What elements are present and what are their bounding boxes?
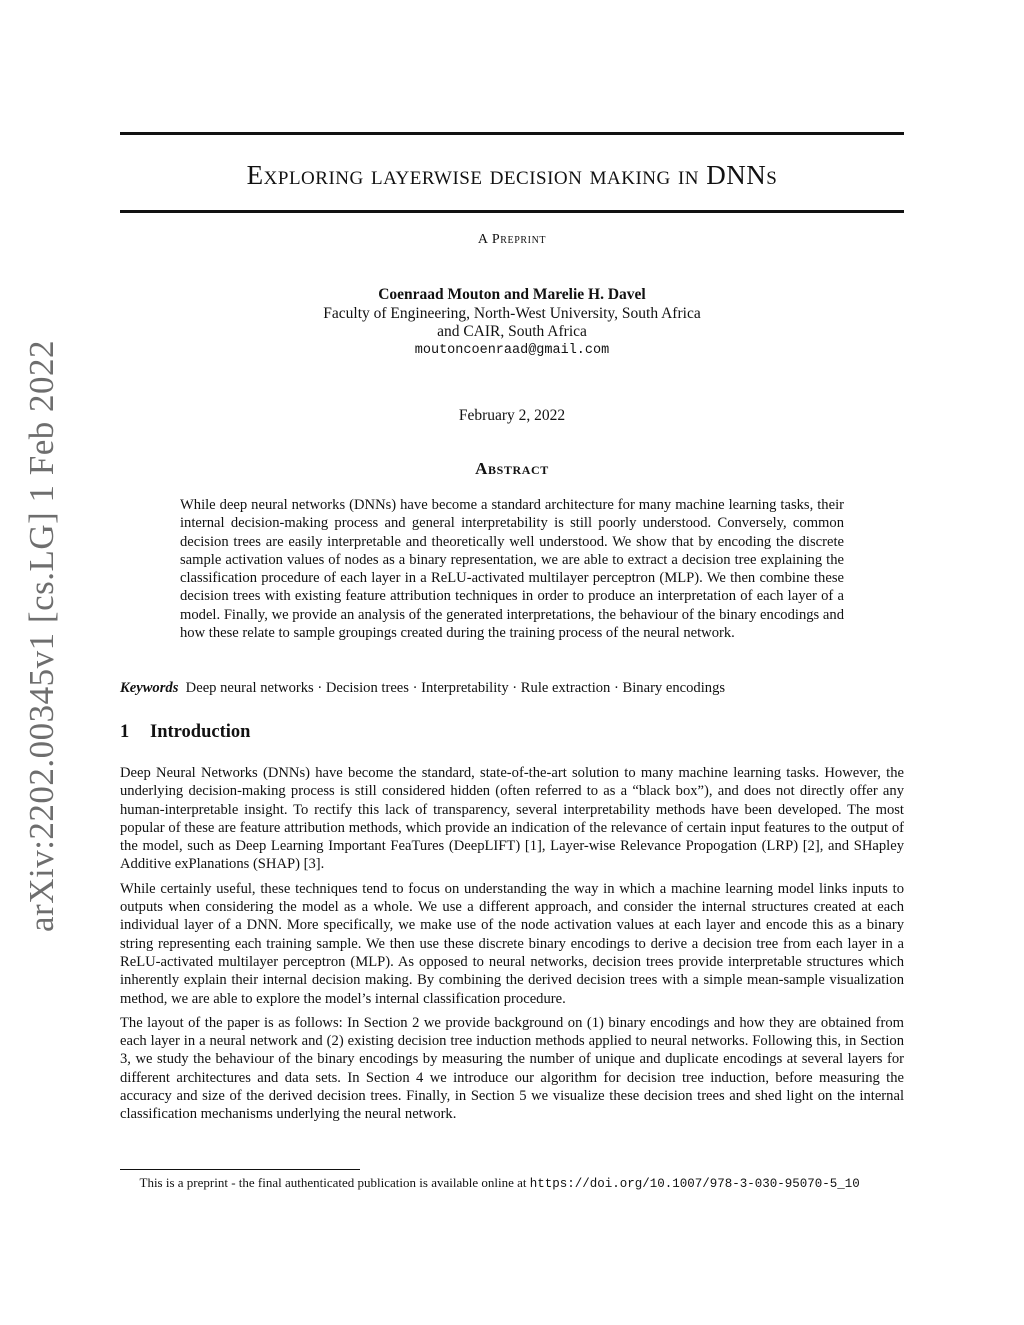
intro-paragraph-3: The layout of the paper is as follows: In Section 2 we provide background on (1) binary encodings and how they are obtained from each layer in a neural network and (2) existing decision tree induction methods applied to neural networks. Following this, in Section 3, we study the behaviour of the binary encodings by measuring the number of unique and duplicate encodings at several layers for different architectures and data sets. In Section 4 we introduce our algorithm for decision tree induction, before measuring the accuracy and size of the derived decision trees. Finally, in Section 5 we visualize these decision trees and shed light on the internal classification mechanisms underlying the neural network. (120, 1014, 904, 1123)
abstract-text: While deep neural networks (DNNs) have become a standard architecture for many machine learning tasks, their internal decision-making process and general interpretability is still poorly understood. Conversely, common decision trees are easily interpretable and theoretically well understood. We show that by encoding the discrete sample activation values of nodes as a binary representation, we are able to extract a decision tree explaining the classification procedure of each layer in a ReLU-activated multilayer perceptron (MLP). We then combine these decision trees with existing feature attribution techniques in order to produce an interpretation of each layer of a model. Finally, we provide an analysis of the generated interpretations, the behaviour of the binary encodings and how these relate to sample groupings created during the training process of the neural network. (180, 497, 844, 642)
introduction-body (120, 764, 904, 1130)
title-top-rule (120, 132, 904, 135)
affiliation-line-2: and CAIR, South Africa (437, 323, 587, 340)
abstract-heading: Abstract (475, 459, 549, 478)
keywords-list: Deep neural networks · Decision trees · Interpretability · Rule extraction · Binary encodings (185, 680, 726, 696)
section-title: Introduction (150, 722, 251, 742)
intro-paragraph-1: Deep Neural Networks (DNNs) have become the standard, state-of-the-art solution to many machine learning tasks. However, the underlying decision-making process is still considered hidden (often referred to as a “black box”), and does not directly offer any human-interpretable insight. To rectify this lack of transparency, several interpretability methods have been developed. The most popular of these are feature attribution methods, which provide an indication of the relevance of certain input features to the output of the model, such as Deep Learning Important FeaTures (DeepLIFT) [1], Layer-wise Relevance Propogation (LRP) [2], and SHapley Additive exPlanations (SHAP) [3]. (120, 765, 904, 873)
author-block (120, 286, 904, 360)
section-heading-introduction (120, 722, 250, 743)
arxiv-identifier-stamp: arXiv:2202.00345v1 [cs.LG] 1 Feb 2022 (22, 339, 61, 932)
author-names: Coenraad Mouton and Marelie H. Davel (378, 286, 646, 303)
footnote-separator (120, 1169, 360, 1170)
publication-date: February 2, 2022 (458, 407, 566, 424)
paper-title: Exploring layerwise decision making in DNNs (246, 160, 778, 190)
title-bottom-rule (120, 210, 904, 213)
footnote-text: This is a preprint - the final authenticated publication is available online at (139, 1175, 527, 1190)
intro-paragraph-2: While certainly useful, these techniques tend to focus on understanding the way in which a machine learning model links inputs to outputs when considering the model as a whole. We use a different approach, and consider the internal structures created at each individual layer of a DNN. More specifically, we make use of the node activation values at each layer and encode this as a binary string representing each training sample. We then use these discrete binary encodings to derive a decision tree from each layer in a ReLU-activated multilayer perceptron (MLP). As opposed to neural networks, decision trees provide interpretable structures which inherently explain their internal decision making. By combining the derived decision trees with a simple mean-sample visualization method, we are able to explore the model’s internal classification procedure. (120, 880, 904, 1007)
keywords-line (120, 679, 904, 697)
author-email[interactable]: moutoncoenraad@gmail.com (414, 342, 610, 358)
affiliation-line-1: Faculty of Engineering, North-West University, South Africa (323, 304, 701, 322)
footnote (120, 1174, 904, 1193)
section-number: 1 (120, 722, 130, 742)
preprint-label: A Preprint (477, 232, 547, 247)
keywords-label: Keywords (120, 680, 179, 696)
footnote-doi-link[interactable]: https://doi.org/10.1007/978-3-030-95070-5_10 (529, 1177, 860, 1191)
